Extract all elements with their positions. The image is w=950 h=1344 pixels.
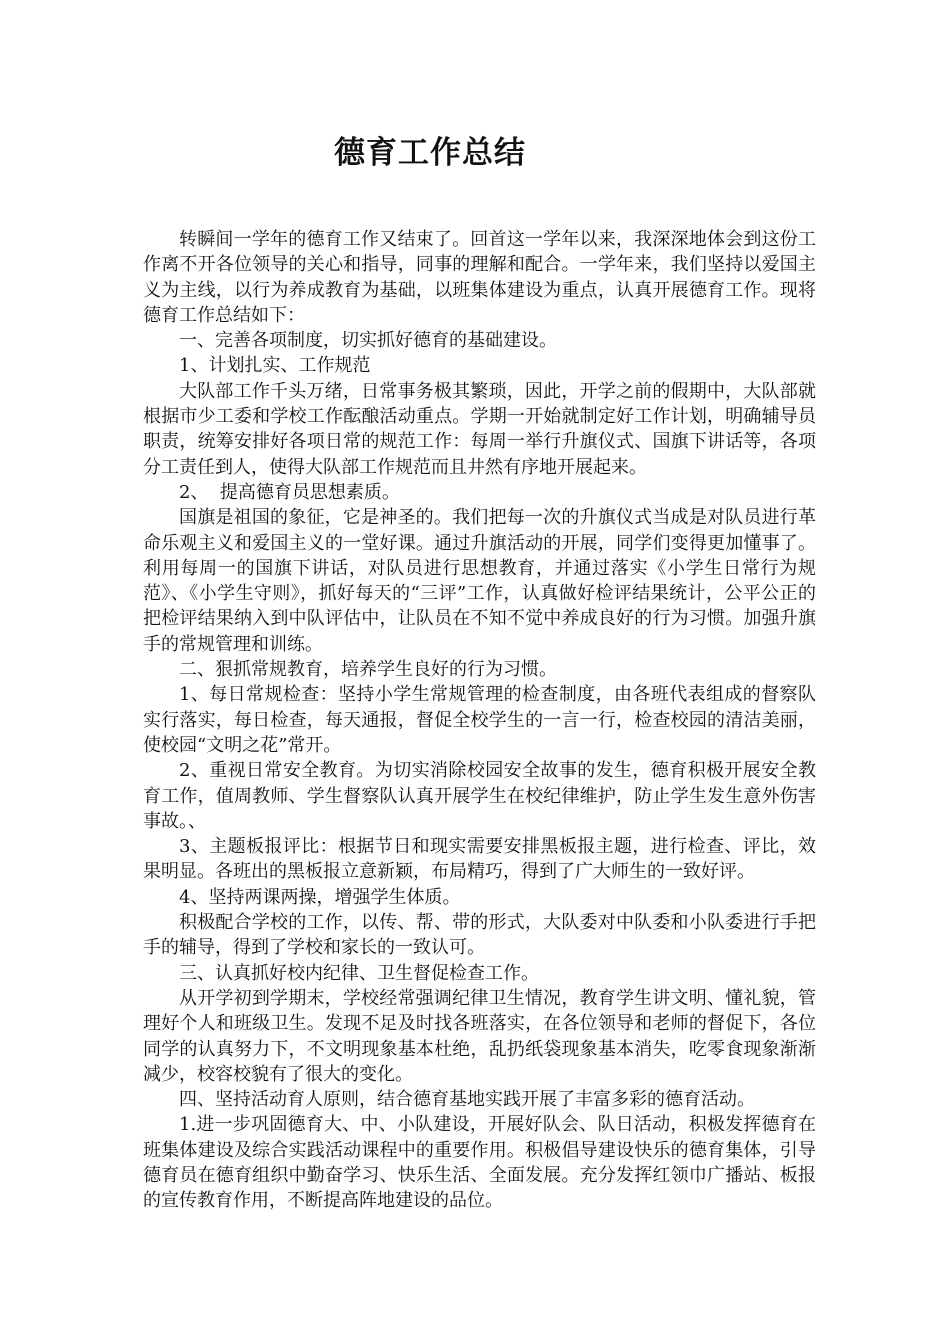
document-body: [143, 227, 816, 1214]
paragraph: 积极配合学校的工作，以传、帮、带的形式，大队委对中队委和小队委进行手把手的辅导，得到了学校和家长的一致认可。: [143, 912, 816, 959]
paragraph: 2、重视日常安全教育。为切实消除校园安全故事的发生，德育积极开展安全教育工作，值周教师、学生督察队认真开展学生在校纪律维护，防止学生发生意外伤害事故。、: [143, 760, 816, 832]
paragraph: 3、主题板报评比：根据节日和现实需要安排黑板报主题，进行检查、评比，效果明显。各班出的黑板报立意新颖，布局精巧，得到了广大师生的一致好评。: [143, 836, 816, 883]
document-title: 德育工作总结: [334, 135, 526, 171]
paragraph: 国旗是祖国的象征，它是神圣的。我们把每一次的升旗仪式当成是对队员进行革命乐观主义和爱国主义的一堂好课。通过升旗活动的开展，同学们变得更加懂事了。利用每周一的国旗下讲话，对队员进行思想教育，并通过落实《小学生日常行为规范》、《小学生守则》，抓好每天的“三评”工作，认真做好检评结果统计，公平公正的把检评结果纳入到中队评估中，让队员在不知不觉中养成良好的行为习惯。加强升旗手的常规管理和训练。: [143, 507, 816, 655]
subsection-heading: 2、 提高德育员思想素质。: [179, 481, 400, 503]
paragraph: 转瞬间一学年的德育工作又结束了。回首这一学年以来，我深深地体会到这份工作离不开各位领导的关心和指导，同事的理解和配合。一学年来，我们坚持以爱国主义为主线，以行为养成教育为基础，以班集体建设为重点，认真开展德育工作。现将德育工作总结如下：: [143, 229, 816, 326]
section-heading: 一、完善各项制度，切实抓好德育的基础建设。: [179, 330, 557, 352]
paragraph: 大队部工作千头万绪，日常事务极其繁琐，因此，开学之前的假期中，大队部就根据市少工委和学校工作酝酿活动重点。学期一开始就制定好工作计划，明确辅导员职责，统筹安排好各项日常的规范工作：每周一举行升旗仪式、国旗下讲话等，各项分工责任到人，使得大队部工作规范而且井然有序地开展起来。: [143, 380, 816, 478]
paragraph: 1.进一步巩固德育大、中、小队建设，开展好队会、队日活动，积极发挥德育在班集体建设及综合实践活动课程中的重要作用。积极倡导建设快乐的德育集体，引导德育员在德育组织中勤奋学习、快乐生活、全面发展。充分发挥红领巾广播站、板报的宣传教育作用，不断提高阵地建设的品位。: [143, 1114, 816, 1212]
section-heading: 三、认真抓好校内纪律、卫生督促检查工作。: [179, 962, 539, 984]
subsection-heading: 4、坚持两课两操，增强学生体质。: [179, 886, 461, 908]
section-heading: 四、坚持活动育人原则，结合德育基地实践开展了丰富多彩的德育活动。: [179, 1089, 755, 1111]
section-heading: 二、狠抓常规教育，培养学生良好的行为习惯。: [179, 659, 557, 681]
subsection-heading: 1、计划扎实、工作规范: [179, 355, 371, 377]
paragraph: 从开学初到学期末，学校经常强调纪律卫生情况，教育学生讲文明、懂礼貌，管理好个人和班级卫生。发现不足及时找各班落实，在各位领导和老师的督促下，各位同学的认真努力下，不文明现象基本杜绝，乱扔纸袋现象基本消失，吃零食现象渐渐减少，校容校貌有了很大的变化。: [143, 987, 816, 1085]
paragraph: 1、每日常规检查：坚持小学生常规管理的检查制度，由各班代表组成的督察队实行落实，每日检查，每天通报，督促全校学生的一言一行，检查校园的清洁美丽，使校园“文明之花”常开。: [143, 684, 816, 756]
